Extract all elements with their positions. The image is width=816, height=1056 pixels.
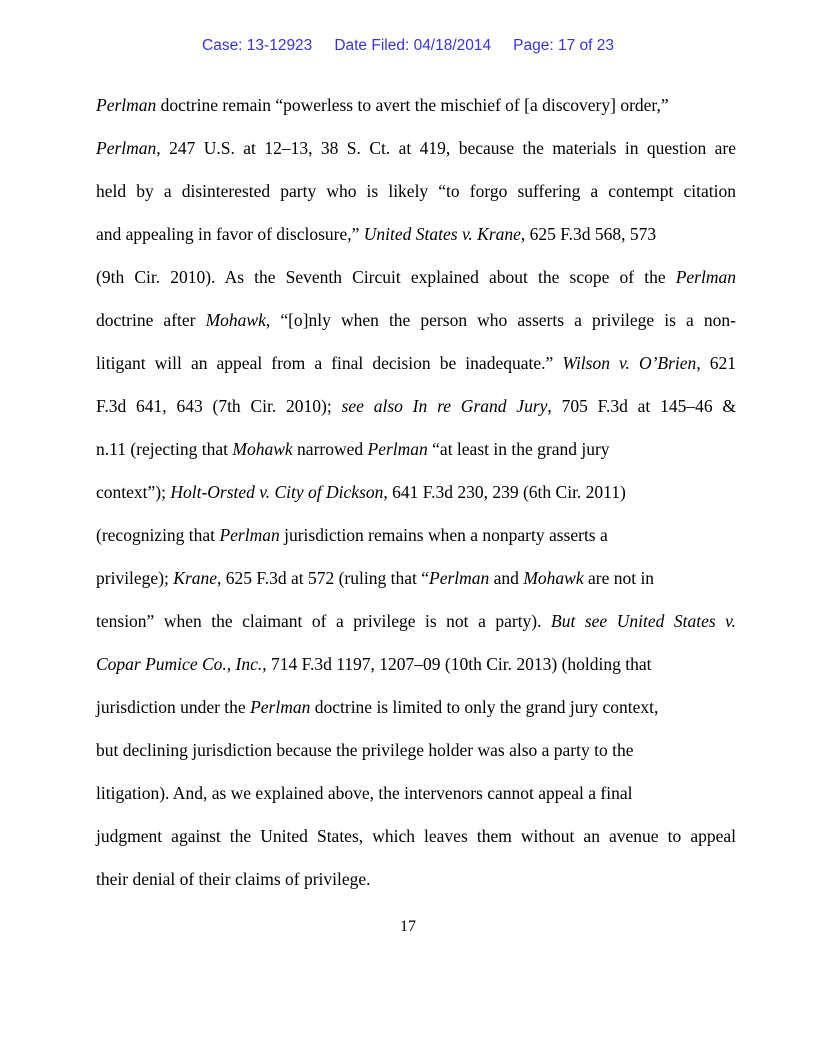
text-run: , 625 F.3d at 572 (ruling that “: [217, 568, 429, 588]
text-line: [96, 557, 736, 600]
text-line: [96, 428, 736, 471]
italic-text: But see United States v.: [551, 611, 737, 631]
page-number: 17: [400, 918, 416, 935]
text-run: “at least in the grand jury: [427, 439, 610, 459]
text-run: tension” when the claimant of a privilege is not a party).: [96, 611, 552, 631]
italic-text: see also In re Grand Jury: [341, 396, 548, 416]
italic-text: Perlman: [250, 697, 311, 717]
text-line: [96, 84, 736, 127]
case-header: [0, 37, 816, 55]
text-run: litigant will an appeal from a final decision be inadequate.”: [96, 353, 563, 373]
text-line: [96, 600, 736, 643]
text-line: [96, 127, 736, 170]
text-line: [96, 514, 736, 557]
body-text: [96, 84, 736, 901]
italic-text: Perlman: [367, 439, 428, 459]
date-filed: Date Filed: 04/18/2014: [334, 37, 492, 54]
italic-text: Perlman: [96, 138, 157, 158]
text-line: [96, 170, 736, 213]
text-run: (9th Cir. 2010). As the Seventh Circuit explained about the scope of the: [96, 267, 676, 287]
italic-text: Perlman: [219, 525, 280, 545]
text-run: jurisdiction remains when a nonparty asserts a: [279, 525, 608, 545]
text-run: , 641 F.3d 230, 239 (6th Cir. 2011): [383, 482, 626, 502]
text-run: held by a disinterested party who is likely “to forgo suffering a contempt citation: [96, 181, 736, 201]
italic-text: Mohawk: [232, 439, 293, 459]
italic-text: Perlman: [675, 267, 736, 287]
text-run: privilege);: [96, 568, 174, 588]
text-run: but declining jurisdiction because the privilege holder was also a party to the: [96, 740, 634, 760]
text-run: judgment against the United States, which leaves them without an avenue to appeal: [96, 826, 736, 846]
text-line: [96, 643, 736, 686]
page-indicator: Page: 17 of 23: [513, 37, 614, 54]
text-line: [96, 385, 736, 428]
text-line: [96, 815, 736, 858]
text-run: litigation). And, as we explained above, the intervenors cannot appeal a final: [96, 783, 633, 803]
text-run: , “[o]nly when the person who asserts a privilege is a non-: [265, 310, 736, 330]
text-run: their denial of their claims of privilege.: [96, 869, 371, 889]
text-run: jurisdiction under the: [96, 697, 251, 717]
text-run: and appealing in favor of disclosure,”: [96, 224, 364, 244]
text-line: [96, 858, 736, 901]
italic-text: Wilson v. O’Brien: [562, 353, 697, 373]
text-run: , 705 F.3d at 145–46 &: [547, 396, 736, 416]
text-line: [96, 213, 736, 256]
text-line: [96, 772, 736, 815]
case-number: Case: 13-12923: [202, 37, 313, 54]
text-run: F.3d 641, 643 (7th Cir. 2010);: [96, 396, 342, 416]
text-run: n.11 (rejecting that: [96, 439, 233, 459]
italic-text: Holt-Orsted v. City of Dickson: [170, 482, 384, 502]
text-line: [96, 342, 736, 385]
italic-text: Copar Pumice Co., Inc.: [96, 654, 263, 674]
text-line: [96, 256, 736, 299]
text-run: , 247 U.S. at 12–13, 38 S. Ct. at 419, because the materials in question are: [156, 138, 736, 158]
text-line: [96, 686, 736, 729]
text-run: (recognizing that: [96, 525, 220, 545]
text-run: , 625 F.3d 568, 573: [520, 224, 657, 244]
italic-text: Perlman: [96, 95, 157, 115]
italic-text: Mohawk: [205, 310, 266, 330]
text-run: , 621: [696, 353, 737, 373]
text-run: narrowed: [292, 439, 368, 459]
text-line: [96, 299, 736, 342]
text-run: and: [489, 568, 524, 588]
text-run: are not in: [583, 568, 655, 588]
text-run: context”);: [96, 482, 171, 502]
text-run: doctrine after: [96, 310, 206, 330]
text-run: , 714 F.3d 1197, 1207–09 (10th Cir. 2013) (holding that: [262, 654, 652, 674]
text-line: [96, 729, 736, 772]
italic-text: Perlman: [429, 568, 490, 588]
italic-text: Krane: [173, 568, 218, 588]
text-run: doctrine remain “powerless to avert the mischief of [a discovery] order,”: [156, 95, 669, 115]
italic-text: Mohawk: [523, 568, 584, 588]
text-run: doctrine is limited to only the grand jury context,: [310, 697, 659, 717]
text-line: [96, 471, 736, 514]
italic-text: United States v. Krane: [363, 224, 521, 244]
